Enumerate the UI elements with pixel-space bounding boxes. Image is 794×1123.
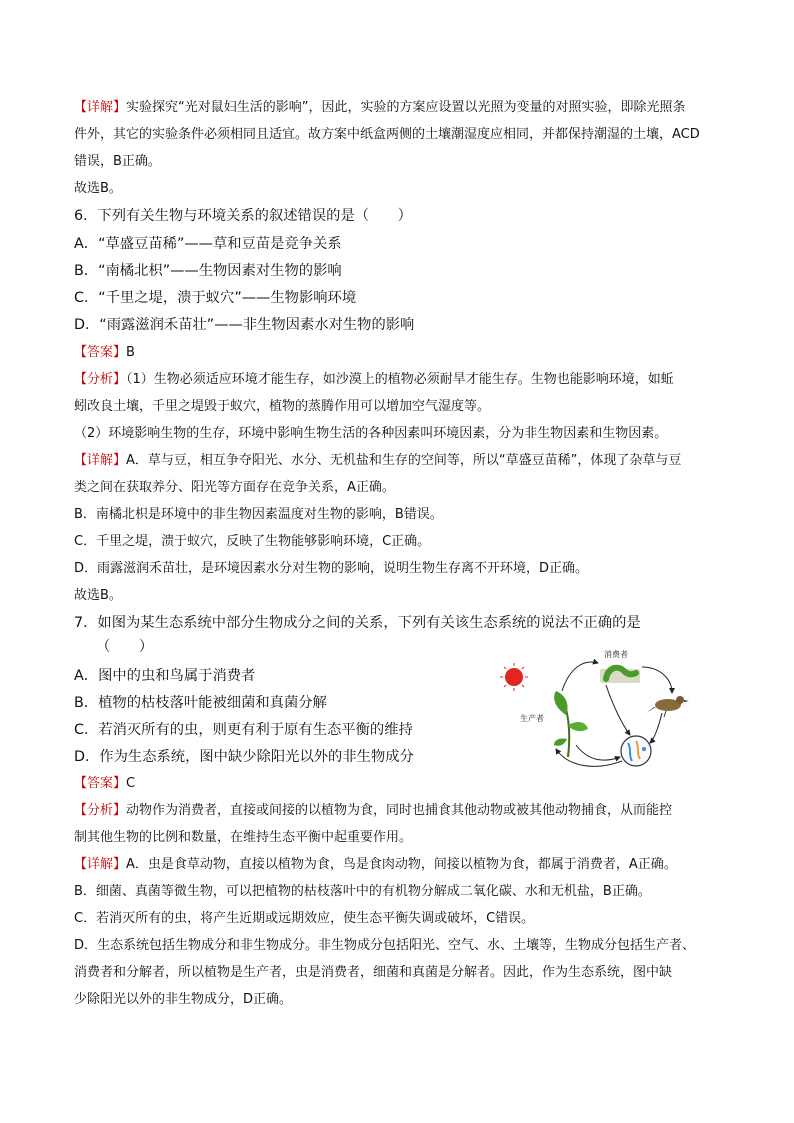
prev-detail-line-2: 件外，其它的实验条件必须相同且适宜。故方案中纸盒两侧的土壤潮湿度应相同，并都保持潮湿的土壤，ACD <box>74 127 700 142</box>
q6-analysis-line-1: 【分析】（1）生物必须适应环境才能生存，如沙漠上的植物必须耐旱才能生存。生物也能影响环境，如蚯 <box>74 372 674 387</box>
q7-option-a: A．图中的虫和鸟属于消费者 <box>74 668 256 684</box>
plant-icon <box>554 691 588 757</box>
analysis-tag: 【分析】 <box>74 803 127 818</box>
consumer-label: 消费者 <box>604 650 628 659</box>
q7-analysis-line-2: 制其他生物的比例和数量，在维持生态平衡中起重要作用。 <box>74 830 413 845</box>
detail-tag: 【详解】 <box>74 453 127 468</box>
q6-analysis-line-2: 蚓改良土壤，千里之堤毁于蚁穴，植物的蒸腾作用可以增加空气湿度等。 <box>74 399 491 414</box>
bird-icon <box>646 696 689 717</box>
q6-option-c: C．“千里之堤，溃于蚁穴”——生物影响环境 <box>74 290 357 306</box>
prev-detail-line-3: 错误，B正确。 <box>74 154 161 169</box>
answer-tag: 【答案】 <box>74 345 127 360</box>
q7-option-c: C．若消灭所有的虫，则更有利于原有生态平衡的维持 <box>74 722 413 738</box>
q7-detail-line-3: C．若消灭所有的虫，将产生近期或远期效应，使生态平衡失调或破坏，C错误。 <box>74 911 535 926</box>
prev-detail-line-1: 【详解】实验探究“光对鼠妇生活的影响”，因此，实验的方案应设置以光照为变量的对照实验，即除光照条 <box>74 100 686 115</box>
detail-tag: 【详解】 <box>74 857 127 872</box>
q6-option-b: B．“南橘北枳”——生物因素对生物的影响 <box>74 263 342 279</box>
q6-detail-line-4: C．千里之堤，溃于蚁穴，反映了生物能够影响环境，C正确。 <box>74 534 431 549</box>
q7-detail-line-5: 消费者和分解者，所以植物是生产者，虫是消费者，细菌和真菌是分解者。因此，作为生态系统，图中缺 <box>74 965 673 980</box>
q6-detail-line-2: 类之间在获取养分、阳光等方面存在竞争关系，A正确。 <box>74 480 395 495</box>
analysis-tag: 【分析】 <box>74 372 127 387</box>
q6-detail-line-1: 【详解】A．草与豆，相互争夺阳光、水分、无机盐和生存的空间等，所以“草盛豆苗稀”，体现了杂草与豆 <box>74 453 682 468</box>
prev-conclusion: 故选B。 <box>74 181 122 196</box>
q6-conclusion: 故选B。 <box>74 588 122 603</box>
q6-answer: 【答案】B <box>74 345 135 360</box>
answer-tag: 【答案】 <box>74 776 127 791</box>
q7-option-d: D．作为生态系统，图中缺少除阳光以外的非生物成分 <box>74 749 414 765</box>
q6-stem: 6．下列有关生物与环境关系的叙述错误的是（ ） <box>74 208 412 224</box>
q6-option-d: D．“雨露滋润禾苗壮”——非生物因素水对生物的影响 <box>74 317 415 333</box>
q7-analysis-line-1: 【分析】动物作为消费者，直接或间接的以植物为食，同时也捕食其他动物或被其他动物捕食，从而能控 <box>74 803 673 818</box>
sun-icon <box>500 663 528 691</box>
q7-detail-line-6: 少除阳光以外的非生物成分，D正确。 <box>74 992 293 1007</box>
q7-option-b: B．植物的枯枝落叶能被细菌和真菌分解 <box>74 695 327 711</box>
q7-detail-line-4: D．生态系统包括生物成分和非生物成分。非生物成分包括阳光、空气、水、土壤等，生物成分包括生产者、 <box>74 938 696 953</box>
decomposer-icon <box>621 736 651 766</box>
q6-detail-line-3: B．南橘北枳是环境中的非生物因素温度对生物的影响，B错误。 <box>74 507 443 522</box>
caterpillar-icon <box>600 668 640 683</box>
q6-option-a: A．“草盛豆苗稀”——草和豆苗是竞争关系 <box>74 236 342 252</box>
q7-stem-paren: （ ） <box>96 639 154 655</box>
detail-tag: 【详解】 <box>74 100 127 115</box>
q7-detail-line-2: B．细菌、真菌等微生物，可以把植物的枯枝落叶中的有机物分解成二氧化碳、水和无机盐，B正确。 <box>74 884 651 899</box>
q7-stem: 7．如图为某生态系统中部分生物成分之间的关系，下列有关该生态系统的说法不正确的是 <box>74 615 641 631</box>
ecosystem-figure <box>496 645 702 770</box>
q6-analysis-line-3: （2）环境影响生物的生存，环境中影响生物生活的各种因素叫环境因素，分为非生物因素和生物因素。 <box>74 426 668 441</box>
q7-detail-line-1: 【详解】A．虫是食草动物，直接以植物为食，鸟是食肉动物，间接以植物为食，都属于消费者，A正确。 <box>74 857 677 872</box>
producer-label: 生产者 <box>520 714 544 723</box>
q7-answer: 【答案】C <box>74 776 136 791</box>
q6-detail-line-5: D．雨露滋润禾苗壮，是环境因素水分对生物的影响，说明生物生存离不开环境，D正确。 <box>74 561 589 576</box>
